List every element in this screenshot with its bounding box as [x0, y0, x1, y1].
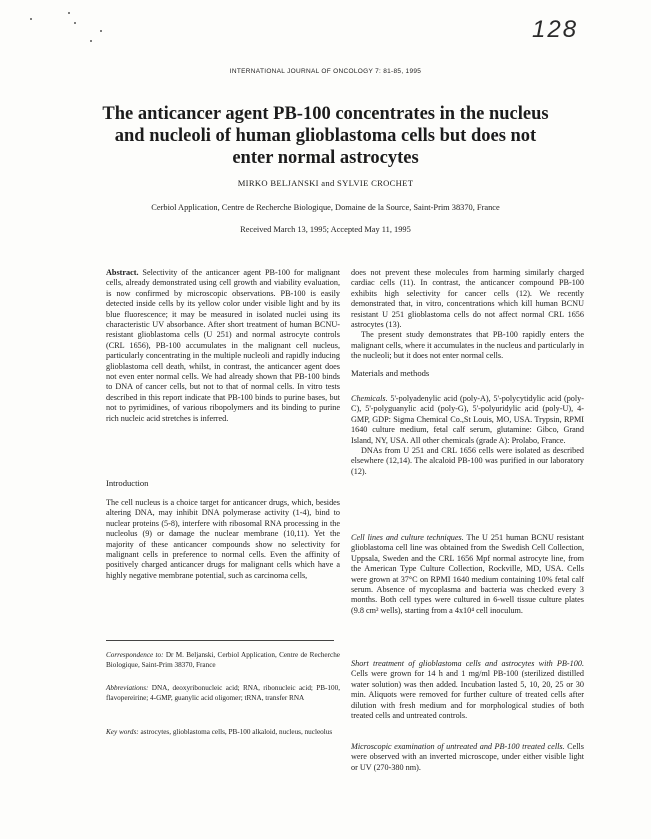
correspondence-text: Dr M. Beljanski, Cerbiol Application, Centre de Recherche Biologique, Saint-Prim 38370, France — [106, 651, 340, 669]
introduction-heading: Introduction — [106, 478, 149, 488]
intro-continuation: does not prevent these molecules from harming similarly charged cardiac cells (11). In contrast, the anticancer compound PB-100 exhibits high selectivity for cancer cells (12). We recently demonstrated that, in vitro, concentrations which kill human BCNU resistant U 251 glioblastoma cells do not affect normal CRL 1656 astrocytes (13). — [351, 268, 584, 330]
short-treatment-label: Short treatment of glioblastoma cells and astrocytes with PB-100. — [351, 659, 584, 668]
journal-header: INTERNATIONAL JOURNAL OF ONCOLOGY 7: 81-85, 1995 — [229, 68, 422, 75]
chemicals-text: 5'-polyadenylic acid (poly-A), 5'-polycytidylic acid (poly-C), 5'-polyguanylic acid (poly-G), 5'-polyuridylic acid (poly-U), 4-GMP, GDP: Sigma Chemical Co.,St Louis, MO, USA. Trypsin, RPMI 1640 culture medium, fetal calf serum, glutamine: Gibco, Grand Island, NY, USA. All other chemicals (grade A): Prolabo, France. — [351, 394, 584, 445]
cell-lines-label: Cell lines and culture techniques. — [351, 533, 464, 542]
introduction-text: The cell nucleus is a choice target for anticancer drugs, which, besides altering DNA, may inhibit DNA polymerase activity (1-4), bind to nuclear proteins (5-8), interfere with ribosomal RNA processing in the nucleolus (9) or damage the nuclear membrane (10,11). Yet the majority of these anticancer compounds show no selectivity for malignant cells in preference to normal cells. Even the affinity of positively charged anticancer drugs for malignant cells which have a highly negative membrane potential, such as carcinoma cells, — [106, 498, 340, 580]
keywords-label: Key words: — [106, 728, 139, 736]
handwritten-page-number: 128 — [532, 16, 579, 43]
chemicals-label: Chemicals. — [351, 394, 388, 403]
methods-heading: Materials and methods — [351, 368, 430, 378]
dna-paragraph: DNAs from U 251 and CRL 1656 cells were isolated as described elsewhere (12,14). The alcaloid PB-100 was purified in our laboratory (12). — [351, 446, 584, 476]
short-treatment-text: Cells were grown for 14 h and 1 mg/ml PB-100 (sterilized distilled water solution) was then added. Incubation lasted 5, 10, 20, 25 or 30 min. Aliquots were removed for further culture of treated cells after dilution with fresh medium and for morphological studies of both treated cells and untreated controls. — [351, 669, 584, 721]
abbreviations-note — [106, 684, 340, 703]
correspondence-label: Correspondence to: — [106, 651, 164, 659]
chemicals-section — [351, 394, 584, 477]
abstract-text: Selectivity of the anticancer agent PB-100 for malignant cells, already demonstrated using cell growth and viability evaluation, is now confirmed by microscopic observations. PB-100 is easily detected inside cells by its yellow color under visible light and by its blue fluorescence; it may be measured in isolated nuclei using its characteristic UV absorbance. After short treatment of human BCNU-resistant glioblastoma cells (U 251) and normal astrocyte controls (CRL 1656), PB-100 accumulates in the malignant cell nucleus, particularly concentrating in the multiple nucleoli and rapidly inducing glioblastoma cell death, whilst, in contrast, the anticancer agent does not even enter normal cells. We had already shown that PB-100 binds to DNA of cancer cells, but not to that of normal cells. In vitro tests described in this report indicate that PB-100 binds to purine bases, but not to pyrimidines, of various ribopolymers and its binding to purine rich nucleic acid stretches is inferred. — [106, 268, 340, 423]
correspondence-note — [106, 651, 340, 670]
microscopic-section — [351, 742, 584, 773]
keywords-text: astrocytes, glioblastoma cells, PB-100 alkaloid, nucleus, nucleolus — [138, 728, 333, 736]
cell-lines-text: The U 251 human BCNU resistant glioblastoma cell line was obtained from the Swedish Cell Collection, Uppsala, Sweden and the CRL 1656 Mpf normal astrocyte line, from the American Type Culture Collection, Rockville, MD, USA. Cells were grown at 37°C on RPMI 1640 medium containing 10% fetal calf serum. Absence of mycoplasma and bacteria was checked every 3 months. Both cell types were cultured in 6-well tissue culture plates (9.8 cm² wells), starting from a 4x10⁴ cell inoculum. — [351, 533, 584, 615]
keywords-note — [106, 728, 340, 738]
abstract-label: Abstract. — [106, 268, 139, 277]
scan-specks — [30, 10, 120, 50]
article-title: The anticancer agent PB-100 concentrates in the nucleus and nucleoli of human glioblastoma cells but does not enter normal astrocytes — [102, 104, 549, 168]
author-affiliation: Cerbiol Application, Centre de Recherche Biologique, Domaine de la Source, Saint-Prim 38370, France — [151, 203, 500, 212]
abbreviations-label: Abbreviations: — [106, 684, 149, 692]
footnote-divider — [106, 640, 334, 641]
abbreviations-text: DNA, deoxyribonucleic acid; RNA, ribonucleic acid; PB-100, flavopereirine; 4-GMP, guanylic acid oligomer; tRNA, transfer RNA — [106, 684, 340, 702]
article-authors: MIRKO BELJANSKI and SYLVIE CROCHET — [237, 178, 414, 188]
abstract — [106, 268, 340, 424]
short-treatment-section — [351, 659, 584, 721]
microscopic-label: Microscopic examination of untreated and PB-100 treated cells. — [351, 742, 565, 751]
received-dates: Received March 13, 1995; Accepted May 11, 1995 — [240, 225, 411, 234]
present-study-paragraph: The present study demonstrates that PB-100 rapidly enters the malignant cells, where it accumulates in the nucleus and particularly in the nucleoli; but it does not enter normal cells. — [351, 330, 584, 361]
right-column-intro — [351, 268, 584, 362]
microscopic-text: Cells were observed with an inverted microscope, under either visible light or UV (270-380 nm). — [351, 742, 584, 772]
cell-lines-section — [351, 533, 584, 616]
